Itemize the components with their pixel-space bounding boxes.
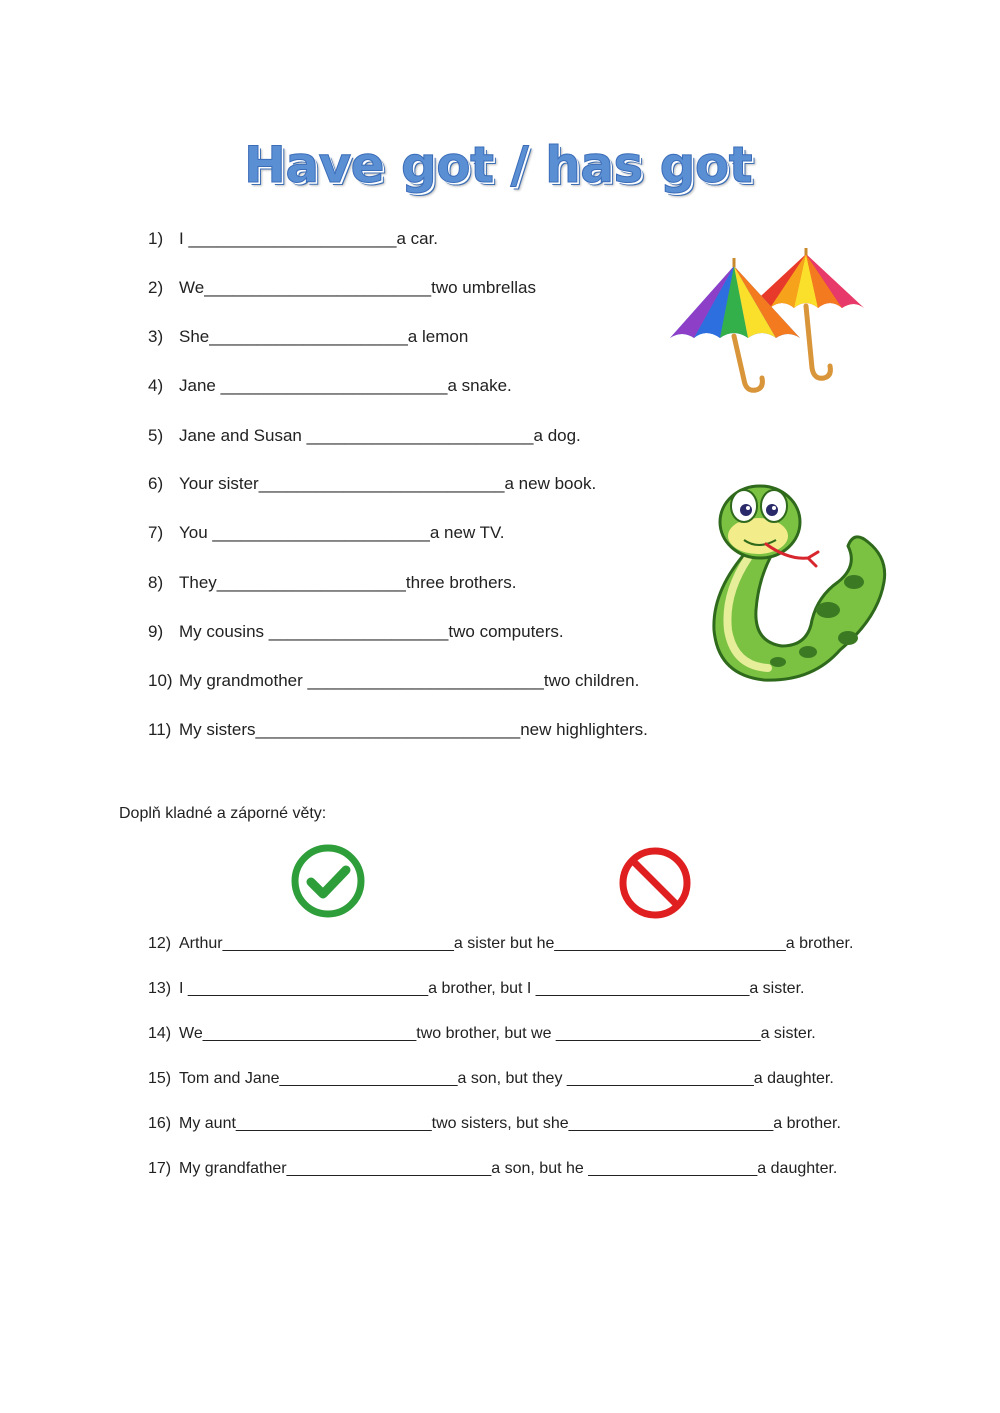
exercise-number: 14) [148, 1025, 172, 1042]
exercise-5 [148, 426, 581, 446]
exercise-7 [148, 523, 505, 543]
exercise-text: My grandfather_______________________a son, but he ___________________a daughter. [179, 1160, 838, 1177]
exercise-number: 9) [148, 622, 164, 641]
exercise-number: 13) [148, 980, 172, 997]
exercise-text: I ___________________________a brother, but I ________________________a sister. [179, 980, 805, 997]
exercise-number: 10) [148, 671, 173, 690]
exercise-text: My grandmother _________________________two children. [179, 671, 640, 690]
exercise-text: They____________________three brothers. [179, 573, 517, 592]
exercise-number: 17) [148, 1160, 172, 1177]
exercise-1 [148, 229, 438, 249]
exercise-number: 3) [148, 327, 164, 346]
exercise-number: 7) [148, 523, 164, 542]
instruction-text: Doplň kladné a záporné věty: [119, 805, 327, 822]
exercise-number: 4) [148, 376, 164, 395]
exercise-number: 11) [148, 720, 172, 739]
exercise-11 [148, 720, 648, 740]
exercise-9 [148, 622, 564, 642]
exercise-number: 1) [148, 229, 164, 248]
exercise-6 [148, 474, 596, 494]
exercise-number: 5) [148, 426, 164, 445]
exercise-text: She_____________________a lemon [179, 327, 469, 346]
exercise-12 [148, 935, 853, 953]
exercise-text: We________________________two umbrellas [179, 278, 536, 297]
exercise-text: My aunt______________________two sisters, but she_______________________a brother. [179, 1115, 841, 1132]
exercise-13 [148, 980, 804, 998]
exercise-number: 12) [148, 935, 172, 952]
exercise-text: We________________________two brother, but we _______________________a sister. [179, 1025, 816, 1042]
exercise-2 [148, 278, 536, 298]
no-sign-icon [618, 846, 692, 920]
umbrella-icon [668, 246, 870, 396]
exercise-text: Tom and Jane____________________a son, but they _____________________a daughter. [179, 1070, 834, 1087]
exercise-text: My sisters____________________________new highlighters. [179, 720, 648, 739]
exercise-text: Jane and Susan ________________________a dog. [179, 426, 581, 445]
exercise-4 [148, 376, 512, 396]
exercise-text: Jane ________________________a snake. [179, 376, 512, 395]
exercise-number: 15) [148, 1070, 172, 1087]
exercise-number: 6) [148, 474, 164, 493]
exercise-16 [148, 1115, 841, 1133]
exercise-text: Arthur__________________________a sister but he__________________________a brother. [179, 935, 854, 952]
snake-icon [708, 470, 890, 688]
checkmark-icon [290, 843, 366, 919]
page-title: Have got / has got [244, 136, 753, 194]
exercise-text: You _______________________a new TV. [179, 523, 505, 542]
exercise-text: My cousins ___________________two computers. [179, 622, 564, 641]
exercise-15 [148, 1070, 834, 1088]
exercise-10 [148, 671, 639, 691]
exercise-3 [148, 327, 468, 347]
exercise-17 [148, 1160, 837, 1178]
exercise-text: I ______________________a car. [179, 229, 439, 248]
exercise-8 [148, 573, 516, 593]
exercise-14 [148, 1025, 816, 1043]
exercise-number: 2) [148, 278, 164, 297]
exercise-number: 16) [148, 1115, 172, 1132]
exercise-number: 8) [148, 573, 164, 592]
exercise-text: Your sister__________________________a new book. [179, 474, 597, 493]
